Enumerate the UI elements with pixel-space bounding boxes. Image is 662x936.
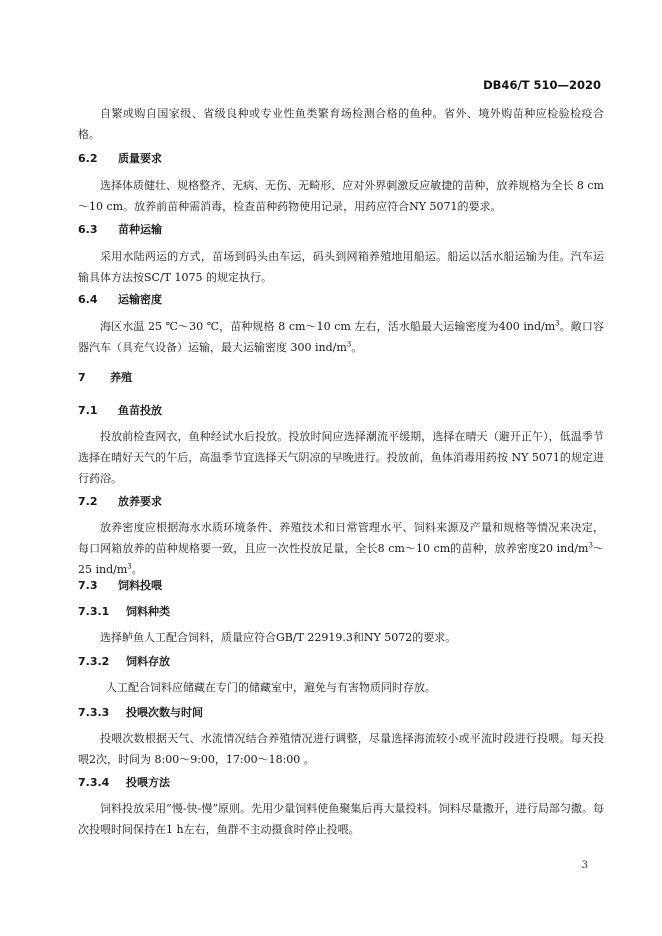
heading-number: 6.4 [78,293,98,306]
heading-title: 苗种运输 [118,223,162,236]
superscript: 3 [346,340,352,349]
paragraph [78,175,604,217]
section-heading [78,291,604,309]
paragraph [78,798,604,840]
paragraph-text: 投放前检查网衣，鱼种经试水后投放。投放时间应选择潮流平缓期，选择在晴天（避开正午），低温季节选择在晴好天气的午后，高温季节宜选择天气阴凉的早晚进行。投放前，鱼体消毒用药按 NY 5071的规定进行药浴。 [78,430,604,485]
paragraph [78,103,604,145]
heading-title: 运输密度 [118,293,162,306]
heading-number: 6.3 [78,223,98,236]
heading-number: 6.2 [78,152,98,165]
section-heading [78,150,604,168]
paragraph [78,728,604,770]
paragraph-text: 自繁或购自国家级、省级良种或专业性鱼类繁育场检测合格的鱼种。省外、境外购苗种应检验检疫合格。 [78,107,604,141]
heading-number: 7.2 [78,495,98,508]
standard-number: DB46/T 510—2020 [483,78,601,92]
chapter-heading [78,369,604,387]
paragraph [78,677,604,698]
paragraph [78,316,604,358]
section-heading [78,493,604,511]
section-heading [78,221,604,239]
subsection-heading [78,603,604,621]
paragraph-text: 选择体质健壮、规格整齐、无病、无伤、无畸形、应对外界刺激反应敏捷的苗种，放养规格为全长 8 cm～10 cm。放养前苗种需消毒，检查苗种药物使用记录，用药应符合NY 5071的要求。 [78,179,604,213]
paragraph-text: 海区水温 25 ℃～30 ℃，苗种规格 8 cm～10 cm 左右，活水船最大运输密度为400 ind/$m^3$。敞口容器汽车（具充气设备）运输，最大运输密度 300 ind/$m^3$。 [78,319,605,354]
page-number: 3 [581,860,588,871]
heading-title: 投喂次数与时间 [126,706,203,719]
heading-title: 饲料种类 [126,605,170,618]
heading-number: 7.3.1 [78,605,110,618]
section-heading [78,402,604,420]
paragraph-text: 投喂次数根据天气、水流情况结合养殖情况进行调整，尽量选择海流较小或平流时段进行投喂。每天投喂2次，时间为 8:00～9:00，17:00～18:00 。 [78,732,604,766]
heading-title: 质量要求 [118,152,162,165]
superscript: 3 [127,562,132,571]
heading-number: 7.3.2 [78,655,110,668]
heading-number: 7.3.4 [78,776,110,789]
heading-title: 饲料投喂 [118,579,162,592]
heading-number: 7.1 [78,404,98,417]
heading-title: 投喂方法 [126,776,170,789]
paragraph [78,426,604,489]
subsection-heading [78,704,604,722]
paragraph [78,517,604,580]
subsection-heading [78,774,604,792]
paragraph-text: 采用水陆两运的方式，苗场到码头由车运，码头到网箱养殖地用船运。船运以活水船运输为佳。汽车运输具体方法按SC/T 1075 的规定执行。 [78,250,604,284]
heading-title: 饲料存放 [126,655,170,668]
subsection-heading [78,653,604,671]
paragraph-text: 人工配合饲料应储藏在专门的储藏室中，避免与有害物质同时存放。 [106,681,436,694]
heading-title: 鱼苗投放 [118,404,162,417]
heading-title: 养殖 [110,371,132,384]
superscript: 3 [555,319,560,328]
paragraph-text: 放养密度应根据海水水质环境条件、养殖技术和日常管理水平、饲料来源及产量和规格等情况来决定，每口网箱放养的苗种规格要一致，且应一次性投放足量，全长8 cm～10 cm的苗种，放养密度20 ind/$m^3\sim 25$ ind/$m^3$。 [78,521,605,576]
paragraph [78,246,604,288]
heading-title: 放养要求 [118,495,162,508]
heading-number: 7.3.3 [78,706,110,719]
paragraph-text: 饲料投放采用“慢-快-慢”原则。先用少量饲料使鱼聚集后再大量投料。饲料尽量撒开，进行局部匀撒。每次投喂时间保持在1 h左右，鱼群不主动摄食时停止投喂。 [78,802,604,836]
section-heading [78,577,604,595]
heading-number: 7.3 [78,579,98,592]
paragraph [78,627,604,648]
paragraph-text: 选择鲈鱼人工配合饲料，质量应符合GB/T 22919.3和NY 5072的要求。 [100,631,457,644]
superscript: 3 [588,541,593,550]
heading-number: 7 [78,371,86,384]
